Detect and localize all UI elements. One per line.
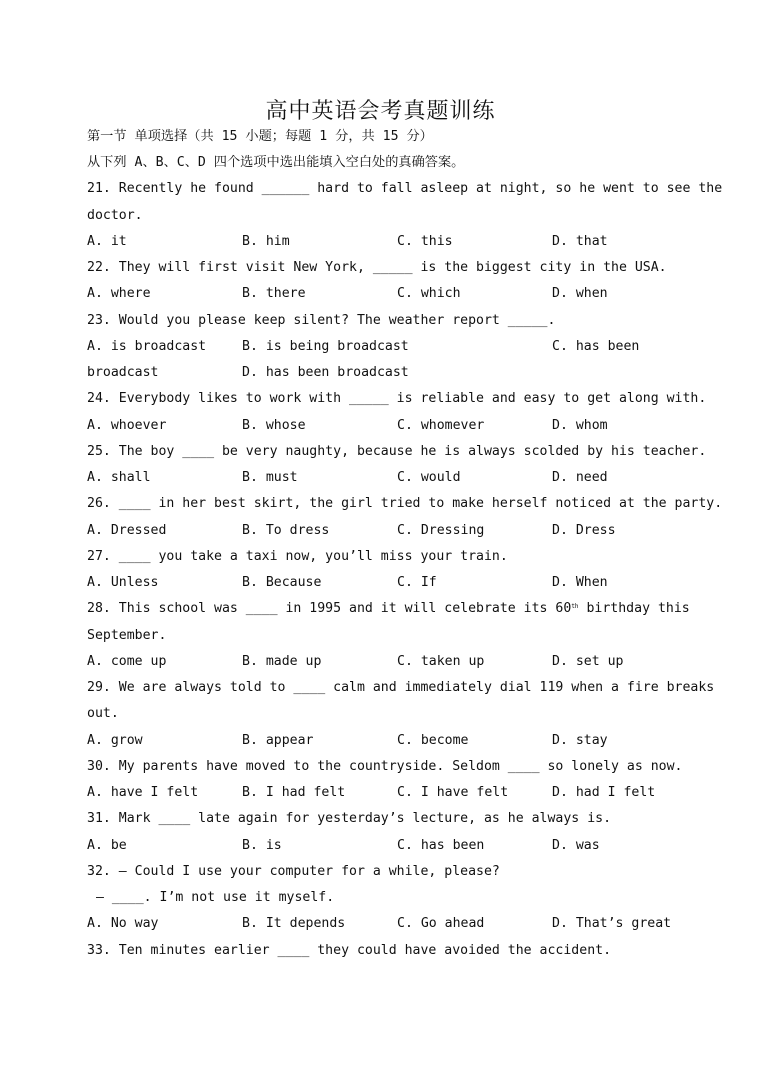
option-c: C. taken up	[397, 654, 485, 669]
option-b: B. him	[242, 234, 290, 249]
option-c: C. become	[397, 733, 469, 748]
question-28-stem-text: 28. This school was ____ in 1995 and it will celebrate its 60	[87, 601, 572, 616]
question-30-stem: 30. My parents have moved to the countryside. Seldom ____ so lonely as now.	[87, 759, 683, 774]
option-c: C. which	[397, 286, 461, 301]
question-29-stem: 29. We are always told to ____ calm and immediately dial 119 when a fire breaks	[87, 680, 715, 695]
question-32-reply: — ____. I’m not use it myself.	[96, 890, 335, 905]
question-31-stem: 31. Mark ____ late again for yesterday’s lecture, as he always is.	[87, 811, 612, 826]
question-29-stem-cont: out.	[87, 706, 119, 721]
option-d: D. had I felt	[552, 785, 656, 800]
option-a: A. be	[87, 838, 127, 853]
ordinal-suffix: th	[571, 603, 579, 610]
option-c: C. I have felt	[397, 785, 509, 800]
question-21-stem-cont: doctor.	[87, 208, 143, 223]
option-c: C. Go ahead	[397, 916, 485, 931]
option-a: A. where	[87, 286, 151, 301]
question-21-stem: 21. Recently he found ______ hard to fall asleep at night, so he went to see the	[87, 181, 723, 196]
option-b: B. must	[242, 470, 298, 485]
option-d: D. that	[552, 234, 608, 249]
question-28-stem	[87, 601, 690, 617]
option-c: C. has been	[397, 838, 485, 853]
question-22-stem: 22. They will first visit New York, _____ is the biggest city in the USA.	[87, 260, 667, 275]
option-a: A. grow	[87, 733, 143, 748]
option-a: A. come up	[87, 654, 167, 669]
question-28-stem-text-end: birthday this	[578, 601, 690, 616]
option-d: D. stay	[552, 733, 608, 748]
option-a: A. it	[87, 234, 127, 249]
option-b: B. is being broadcast	[242, 339, 409, 354]
option-c: C. has been	[552, 339, 640, 354]
option-d: D. was	[552, 838, 600, 853]
option-b: B. I had felt	[242, 785, 346, 800]
option-c: C. whomever	[397, 418, 485, 433]
option-b: B. To dress	[242, 523, 330, 538]
option-a: A. Unless	[87, 575, 159, 590]
option-d: D. whom	[552, 418, 608, 433]
option-d: D. Dress	[552, 523, 616, 538]
option-b: B. appear	[242, 733, 314, 748]
option-d: D. when	[552, 286, 608, 301]
option-b: B. there	[242, 286, 306, 301]
option-d: D. When	[552, 575, 608, 590]
option-c: C. this	[397, 234, 453, 249]
option-d: D. set up	[552, 654, 624, 669]
option-b: B. Because	[242, 575, 322, 590]
option-c: C. Dressing	[397, 523, 485, 538]
option-d: D. That’s great	[552, 916, 672, 931]
option-b: B. It depends	[242, 916, 346, 931]
option-c: C. If	[397, 575, 437, 590]
option-d: D. has been broadcast	[242, 365, 409, 380]
instructions: 从下列 A、B、C、D 四个选项中选出能填入空白处的真确答案。	[87, 155, 465, 170]
option-c: C. would	[397, 470, 461, 485]
option-a: A. is broadcast	[87, 339, 207, 354]
option-a: A. Dressed	[87, 523, 167, 538]
option-a: A. whoever	[87, 418, 167, 433]
question-28-stem-cont: September.	[87, 628, 167, 643]
option-a: A. shall	[87, 470, 151, 485]
question-24-stem: 24. Everybody likes to work with _____ is reliable and easy to get along with.	[87, 391, 707, 406]
section-heading: 第一节 单项选择（共 15 小题；每题 1 分，共 15 分）	[87, 129, 433, 144]
question-33-stem: 33. Ten minutes earlier ____ they could have avoided the accident.	[87, 943, 612, 958]
option-b: B. whose	[242, 418, 306, 433]
option-d: D. need	[552, 470, 608, 485]
question-27-stem: 27. ____ you take a taxi now, you’ll miss your train.	[87, 549, 508, 564]
option-b: B. is	[242, 838, 282, 853]
option-a: A. No way	[87, 916, 159, 931]
option-b: B. made up	[242, 654, 322, 669]
question-26-stem: 26. ____ in her best skirt, the girl tried to make herself noticed at the party.	[87, 496, 723, 511]
option-a: A. have I felt	[87, 785, 199, 800]
question-25-stem: 25. The boy ____ be very naughty, because he is always scolded by his teacher.	[87, 444, 707, 459]
question-23-stem: 23. Would you please keep silent? The weather report _____.	[87, 313, 556, 328]
question-32-stem: 32. — Could I use your computer for a while, please?	[87, 864, 500, 879]
page-title: 高中英语会考真题训练	[265, 99, 496, 124]
option-c-cont: broadcast	[87, 365, 159, 380]
